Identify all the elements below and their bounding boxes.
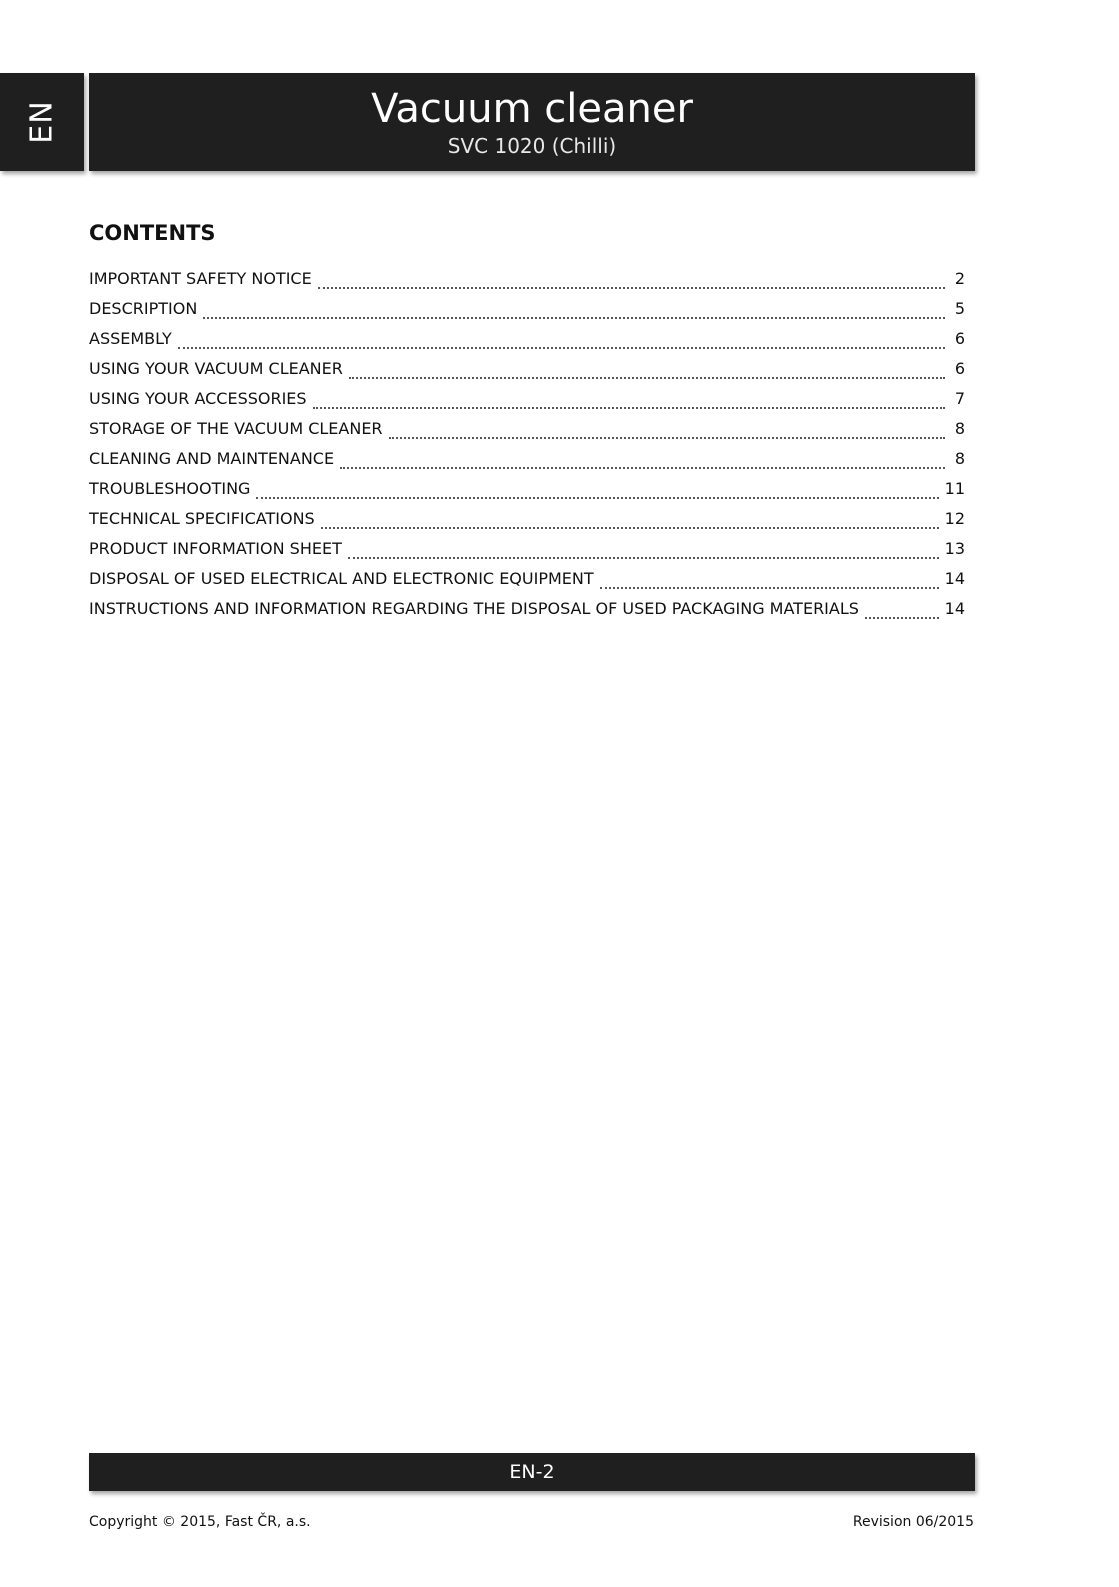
toc-entry[interactable] <box>89 354 965 384</box>
toc-entry-page: 8 <box>954 449 965 468</box>
toc-entry-page: 6 <box>954 359 965 378</box>
dot-leader <box>203 316 945 319</box>
toc-entry-page: 5 <box>954 299 965 318</box>
toc-entry-label: INSTRUCTIONS AND INFORMATION REGARDING THE DISPOSAL OF USED PACKAGING MATERIALS <box>89 599 859 618</box>
toc-entry[interactable] <box>89 324 965 354</box>
dot-leader <box>313 406 945 409</box>
language-tab <box>0 73 84 171</box>
toc-entry[interactable] <box>89 264 965 294</box>
toc-entry-label: USING YOUR ACCESSORIES <box>89 389 307 408</box>
dot-leader <box>321 526 939 529</box>
toc-entry[interactable] <box>89 414 965 444</box>
toc-entry[interactable] <box>89 384 965 414</box>
language-code: EN <box>24 100 60 144</box>
revision-text: Revision 06/2015 <box>852 1514 974 1530</box>
toc-entry-page: 12 <box>944 509 965 528</box>
toc-entry[interactable] <box>89 474 965 504</box>
toc-entry[interactable] <box>89 534 965 564</box>
toc-entry-label: ASSEMBLY <box>89 329 172 348</box>
toc-entry-page: 13 <box>944 539 965 558</box>
toc-entry-label: CLEANING AND MAINTENANCE <box>89 449 335 468</box>
toc-entry[interactable] <box>89 564 965 594</box>
toc-entry-page: 14 <box>944 569 965 588</box>
dot-leader <box>318 286 945 289</box>
toc-entry-page: 8 <box>954 419 965 438</box>
toc-entry-label: DISPOSAL OF USED ELECTRICAL AND ELECTRONIC EQUIPMENT <box>89 569 594 588</box>
toc-entry[interactable] <box>89 594 965 624</box>
model-subtitle: SVC 1020 (Chilli) <box>447 134 617 158</box>
toc-entry-label: TECHNICAL SPECIFICATIONS <box>89 509 315 528</box>
header-bar <box>89 73 975 171</box>
toc-entry-label: PRODUCT INFORMATION SHEET <box>89 539 342 558</box>
toc-entry[interactable] <box>89 294 965 324</box>
dot-leader <box>340 466 945 469</box>
toc-entry-page: 6 <box>954 329 965 348</box>
dot-leader <box>256 496 938 499</box>
toc-entry[interactable] <box>89 444 965 474</box>
toc-entry-label: TROUBLESHOOTING <box>89 479 251 498</box>
dot-leader <box>178 346 945 349</box>
dot-leader <box>349 376 945 379</box>
toc-entry[interactable] <box>89 504 965 534</box>
toc-entry-page: 14 <box>944 599 965 618</box>
toc-entry-page: 7 <box>954 389 965 408</box>
contents-heading: CONTENTS <box>89 221 216 245</box>
toc-entry-page: 11 <box>944 479 965 498</box>
page-number-bar: EN-2 <box>89 1453 975 1491</box>
dot-leader <box>389 436 945 439</box>
copyright-text: Copyright © 2015, Fast ČR, a.s. <box>89 1514 311 1530</box>
toc-entry-label: USING YOUR VACUUM CLEANER <box>89 359 343 378</box>
toc-entry-label: IMPORTANT SAFETY NOTICE <box>89 269 312 288</box>
toc-entry-page: 2 <box>954 269 965 288</box>
document-title: Vacuum cleaner <box>371 86 693 132</box>
toc-entry-label: STORAGE OF THE VACUUM CLEANER <box>89 419 383 438</box>
dot-leader <box>600 586 939 589</box>
toc-entry-label: DESCRIPTION <box>89 299 198 318</box>
table-of-contents <box>89 264 965 624</box>
dot-leader <box>865 616 939 619</box>
dot-leader <box>348 556 939 559</box>
